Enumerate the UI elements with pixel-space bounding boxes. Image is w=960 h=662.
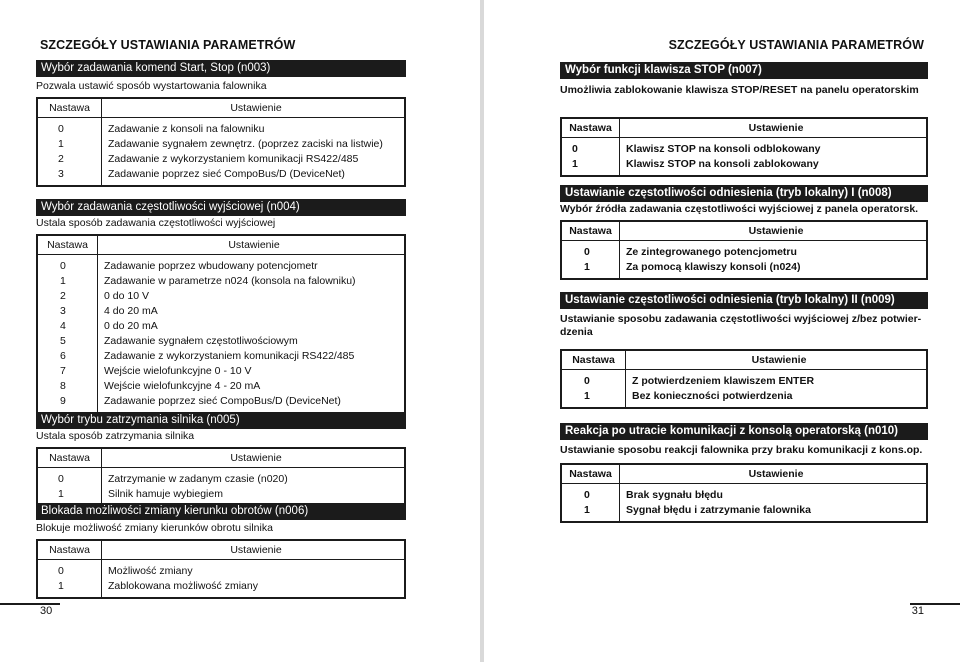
section-description: Wybór źródła zadawania częstotliwości wyjściowej z panela operatorsk. <box>560 203 919 215</box>
row-key: 7 <box>60 365 66 377</box>
table-header <box>38 236 404 255</box>
value-column <box>102 468 404 505</box>
table-header <box>562 465 926 484</box>
row-key: 4 <box>60 320 66 332</box>
column-header-nastawa: Nastawa <box>38 541 102 559</box>
column-header-ustawienie: Ustawienie <box>230 102 282 114</box>
row-key: 1 <box>584 504 590 516</box>
table-body <box>38 468 404 505</box>
key-column <box>562 370 626 407</box>
table-header <box>38 449 404 468</box>
table-header <box>38 541 404 560</box>
row-value: Ze zintegrowanego potencjometru <box>626 246 797 258</box>
page-footer <box>484 603 960 617</box>
column-header-ustawienie: Ustawienie <box>230 452 282 464</box>
key-column <box>38 255 98 412</box>
row-value: Klawisz STOP na konsoli odblokowany <box>626 143 821 155</box>
section-n006 <box>36 503 406 599</box>
section-title: Ustawianie częstotliwości odniesienia (tryb lokalny) I (n008) <box>560 185 928 202</box>
row-value: 0 do 10 V <box>104 290 149 302</box>
row-key: 0 <box>60 260 66 272</box>
key-column <box>562 484 620 521</box>
section-n009 <box>560 292 928 409</box>
section-description: Ustala sposób zatrzymania silnika <box>36 430 195 442</box>
row-value: Zadawanie z wykorzystaniem komunikacji RS422/485 <box>104 350 355 362</box>
row-key: 1 <box>584 390 590 402</box>
row-key: 0 <box>584 489 590 501</box>
row-value: Z potwierdzeniem klawiszem ENTER <box>632 375 815 387</box>
column-header-nastawa: Nastawa <box>562 351 626 369</box>
row-value: Możliwość zmiany <box>108 565 193 577</box>
section-description: Ustala sposób zadawania częstotliwości wyjściowej <box>36 217 276 229</box>
column-header-nastawa: Nastawa <box>562 222 620 240</box>
row-value: Zatrzymanie w zadanym czasie (n020) <box>108 473 288 485</box>
value-column <box>620 241 926 278</box>
section-title: Wybór funkcji klawisza STOP (n007) <box>560 62 928 79</box>
section-description <box>560 313 928 339</box>
page-number: 31 <box>911 605 924 617</box>
value-column <box>102 118 404 185</box>
row-key: 1 <box>60 275 66 287</box>
column-header-ustawienie: Ustawienie <box>228 239 280 251</box>
table-header <box>562 119 926 138</box>
row-value: Za pomocą klawiszy konsoli (n024) <box>626 261 801 273</box>
row-value: Silnik hamuje wybiegiem <box>108 488 223 500</box>
section-title: Ustawianie częstotliwości odniesienia (tryb lokalny) II (n009) <box>560 292 928 309</box>
value-column <box>102 560 404 597</box>
section-n007 <box>560 62 928 177</box>
row-key: 0 <box>58 123 64 135</box>
settings-table <box>36 539 406 599</box>
table-body <box>38 255 404 412</box>
section-n003 <box>36 60 406 187</box>
row-value: Zadawanie poprzez wbudowany potencjometr <box>104 260 318 272</box>
table-header <box>562 222 926 241</box>
row-value: Brak sygnału błędu <box>626 489 723 501</box>
description-line: Ustawianie sposobu zadawania częstotliwości wyjściowej z/bez potwier- <box>560 313 922 325</box>
section-description: Umożliwia zablokowanie klawisza STOP/RESET na panelu operatorskim <box>560 84 919 96</box>
row-value: 0 do 20 mA <box>104 320 158 332</box>
row-value: Wejście wielofunkcyjne 4 - 20 mA <box>104 380 261 392</box>
row-value: Zadawanie sygnałem zewnętrz. (poprzez zaciski na listwie) <box>108 138 383 150</box>
section-description: Blokuje możliwość zmiany kierunków obrotu silnika <box>36 522 273 534</box>
row-key: 3 <box>60 305 66 317</box>
section-title: Reakcja po utracie komunikacji z konsolą operatorską (n010) <box>560 423 928 440</box>
row-value: Zadawanie z wykorzystaniem komunikacji RS422/485 <box>108 153 359 165</box>
settings-table <box>36 97 406 187</box>
row-value: Zablokowana możliwość zmiany <box>108 580 258 592</box>
key-column <box>38 118 102 185</box>
column-header-nastawa: Nastawa <box>38 99 102 117</box>
column-header-ustawienie: Ustawienie <box>751 354 807 366</box>
section-description: Ustawianie sposobu reakcji falownika przy braku komunikacji z kons.op. <box>560 444 923 456</box>
value-column <box>620 484 926 521</box>
row-key: 1 <box>584 261 590 273</box>
row-value: Wejście wielofunkcyjne 0 - 10 V <box>104 365 252 377</box>
table-body <box>562 484 926 521</box>
column-header-nastawa: Nastawa <box>38 236 98 254</box>
value-column <box>626 370 926 407</box>
row-value: Zadawanie w parametrze n024 (konsola na falowniku) <box>104 275 356 287</box>
table-body <box>38 560 404 597</box>
settings-table <box>560 463 928 523</box>
right-page <box>484 0 960 662</box>
row-key: 8 <box>60 380 66 392</box>
description-line: dzenia <box>560 326 593 338</box>
row-key: 2 <box>58 153 64 165</box>
section-title: Wybór zadawania komend Start, Stop (n003) <box>36 60 406 77</box>
value-column <box>620 138 926 175</box>
row-value: Zadawanie poprzez sieć CompoBus/D (DeviceNet) <box>108 168 345 180</box>
row-key: 5 <box>60 335 66 347</box>
table-body <box>562 241 926 278</box>
page-header: SZCZEGÓŁY USTAWIANIA PARAMETRÓW <box>40 38 296 52</box>
row-key: 0 <box>572 143 578 155</box>
key-column <box>38 468 102 505</box>
section-n008 <box>560 185 928 280</box>
row-value: Zadawanie sygnałem częstotliwościowym <box>104 335 298 347</box>
table-body <box>562 370 926 407</box>
row-key: 1 <box>58 580 64 592</box>
section-n010 <box>560 423 928 523</box>
page-footer <box>0 603 480 617</box>
settings-table <box>560 117 928 177</box>
row-value: 4 do 20 mA <box>104 305 158 317</box>
row-key: 3 <box>58 168 64 180</box>
column-header-nastawa: Nastawa <box>562 119 620 137</box>
row-key: 6 <box>60 350 66 362</box>
section-title: Wybór zadawania częstotliwości wyjściowej (n004) <box>36 199 406 216</box>
section-n004 <box>36 199 406 414</box>
section-n005 <box>36 412 406 507</box>
settings-table <box>36 234 406 414</box>
section-title: Wybór trybu zatrzymania silnika (n005) <box>36 412 406 429</box>
column-header-ustawienie: Ustawienie <box>230 544 282 556</box>
table-body <box>38 118 404 185</box>
table-header <box>38 99 404 118</box>
section-description: Pozwala ustawić sposób wystartowania falownika <box>36 80 267 92</box>
section-title: Blokada możliwości zmiany kierunku obrotów (n006) <box>36 503 406 520</box>
settings-table <box>36 447 406 507</box>
row-key: 1 <box>572 158 578 170</box>
column-header-ustawienie: Ustawienie <box>748 225 804 237</box>
row-value: Klawisz STOP na konsoli zablokowany <box>626 158 819 170</box>
key-column <box>562 241 620 278</box>
column-header-nastawa: Nastawa <box>562 465 620 483</box>
row-key: 1 <box>58 138 64 150</box>
row-key: 9 <box>60 395 66 407</box>
row-key: 0 <box>584 375 590 387</box>
column-header-ustawienie: Ustawienie <box>748 468 804 480</box>
row-value: Sygnał błędu i zatrzymanie falownika <box>626 504 811 516</box>
key-column <box>38 560 102 597</box>
page-number: 30 <box>40 605 53 617</box>
row-value: Zadawanie z konsoli na falowniku <box>108 123 265 135</box>
page-header: SZCZEGÓŁY USTAWIANIA PARAMETRÓW <box>668 38 924 52</box>
row-value: Bez konieczności potwierdzenia <box>632 390 793 402</box>
settings-table <box>560 349 928 409</box>
row-key: 0 <box>584 246 590 258</box>
value-column <box>98 255 404 412</box>
settings-table <box>560 220 928 280</box>
table-body <box>562 138 926 175</box>
column-header-nastawa: Nastawa <box>38 449 102 467</box>
row-key: 2 <box>60 290 66 302</box>
row-value: Zadawanie poprzez sieć CompoBus/D (DeviceNet) <box>104 395 341 407</box>
row-key: 0 <box>58 565 64 577</box>
key-column <box>562 138 620 175</box>
row-key: 0 <box>58 473 64 485</box>
row-key: 1 <box>58 488 64 500</box>
table-header <box>562 351 926 370</box>
column-header-ustawienie: Ustawienie <box>748 122 804 134</box>
